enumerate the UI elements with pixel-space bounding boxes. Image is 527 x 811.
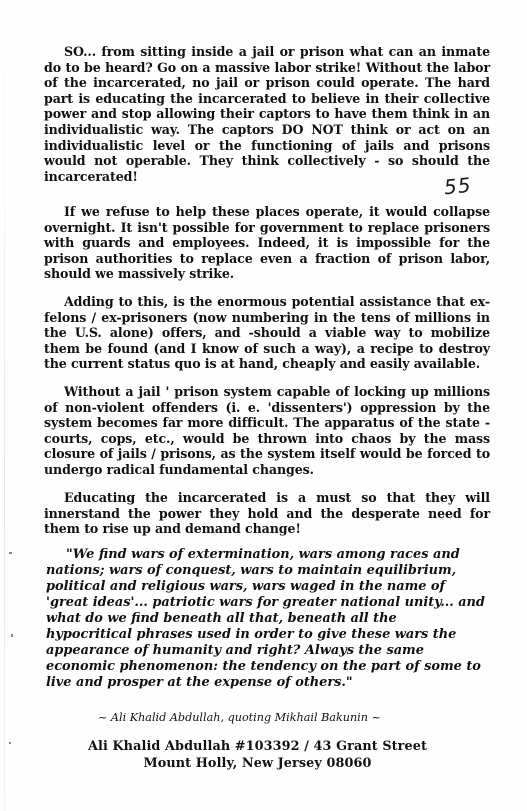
- address-name-street: Ali Khalid Abdullah #103392 / 43 Grant Street: [87, 739, 428, 754]
- scan-speck: [11, 634, 13, 637]
- bakunin-quote: "We find wars of extermination, wars among races and nations; wars of conquest, wars to maintain equilibrium, political and religious wars, wars waged in the name of 'great ideas'... patriotic wars for greater national unity... and what do we find beneath all that, beneath all the hypocritical phrases used in order to give these wars the appearance of humanity and right? Always the same economic phenomenon: the tendency on the part of some to live and prosper at the expense of others.": [46, 547, 485, 690]
- quote-attribution: ~ Ali Khalid Abdullah, quoting Mikhail Bakunin ~: [98, 711, 381, 724]
- paragraph-educating: Educating the incarcerated is a must so that they will innerstand the power they hold and the desperate need for them to rise up and demand change!: [44, 490, 490, 537]
- paragraph-oppression: Without a jail ' prison system capable of locking up millions of non-violent offenders (i. e. 'dissenters') oppression by the system becomes far more difficult. The apparatus of the state - courts, cops, etc., would be thrown into chaos by the mass closure of jails / prisons, as the system itself would be forced to undergo radical fundamental changes.: [44, 384, 490, 477]
- address-city-state: Mount Holly, New Jersey 08060: [143, 756, 372, 771]
- scan-speck: [9, 552, 12, 554]
- paragraph-labor-strike: SO... from sitting inside a jail or prison what can an inmate do to be heard? Go on a massive labor strike! Without the labor of the incarcerated, no jail or prison could operate. The hard part is educating the incarcerated to believe in their collective power and stop allowing their captors to have them think in an individualistic way. The captors DO NOT think or act on an individualistic level or the functioning of jails and prisons would not operable. They think collectively - so should the incarcerated!: [44, 44, 490, 184]
- handwritten-page-number: 55: [442, 172, 473, 200]
- scan-edge-line: [4, 0, 5, 811]
- paragraph-ex-felons: Adding to this, is the enormous potential assistance that ex-felons / ex-prisoners (now numbering in the tens of millions in the U.S. alone) offers, and -should a viable way to mobilize them be found (and I know of such a way), a recipe to destroy the current status quo is at hand, cheaply and easily available.: [44, 294, 490, 372]
- scan-speck: [9, 742, 11, 744]
- paragraph-collapse: If we refuse to help these places operate, it would collapse overnight. It isn't possible for government to replace prisoners with guards and employees. Indeed, it is impossible for the prison authorities to replace even a fraction of prison labor, should we massively strike.: [44, 204, 490, 282]
